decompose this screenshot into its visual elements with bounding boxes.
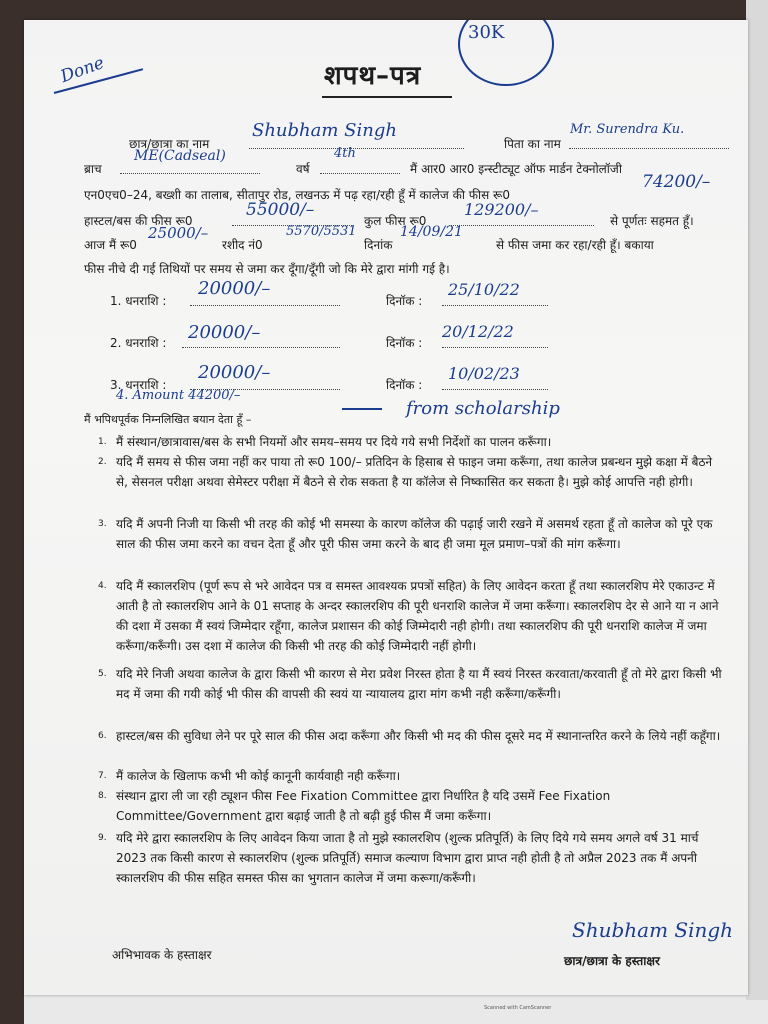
background-edge [0,0,24,1024]
statement-text: यदि मैं स्कालरशिप (पूर्ण रूप से भरे आवेदन पत्र व समस्त आवश्यक प्रपत्रों सहित) के लिए आवेदन करता हूँ तथा स्कालरशिप मेरे एकाउन्ट में आती है तो स्कालरशिप आने के 01 सप्ताह के अन्दर स्कालरशिप की पूरी धनराशि कालेज में जमा करूँगा। स्कालरशिप देर से आने या न आने की दशा में उसका मैं स्वयं जिम्मेदार रहूँगा, कालेज प्रशासन की कोई जिम्मेदारी नही होगी। तथा स्कालरशिप की पूरी धनराशि कालेज में जमा करूँगा/करूँगी। उस दशा में कालेज की किसी भी तरह की कोई जिम्मेदारी नहीं होगी। [116,579,719,653]
statement-4 [98,576,726,656]
date-label: दिनांक [364,238,393,252]
hostel-fee-value: 55000/– [246,200,315,220]
payment-3-date-label: दिनॉक : [386,378,423,392]
hostel-fee-label: हास्टल/बस की फीस रू0 [84,214,193,228]
statement-number: 4. [98,581,107,591]
statement-number: 5. [98,669,107,679]
deposit-text: से फीस जमा कर रहा/रही हूँ। बकाया [496,238,654,252]
payment-2-label: 2. धनराशि : [110,336,167,350]
payment-1-date-label: दिनॉक : [386,294,423,308]
receipt-value: 5570/5531 [286,224,357,239]
stamp-text: 30K [468,22,505,43]
branch-line [120,173,260,174]
title-underline [322,96,452,98]
statement-text: यदि मेरे द्वारा स्कालरशिप के लिए आवेदन किया जाता है तो मुझे स्कालरशिप (शुल्क प्रतिपूर्ति) के लिए दिये गये समय अगले वर्ष 31 मार्च 2023 तक किसी कारण से स्कालरशिप (शुल्क प्रतिपूर्ति) समाज कल्याण विभाग द्वारा प्राप्त नही होती है तो अप्रैल 2023 तक मैं अपनी स्कालरशिप की फीस सहित समस्त फीस का भुगतान कालेज में जमा करूगा/करूँगी। [116,831,699,885]
paid-amount-value: 25000/– [148,224,209,242]
statement-text: यदि मैं अपनी निजी या किसी भी तरह की कोई भी समस्या के कारण कॉलेज की पढ़ाई जारी रखने में असमर्थ रहता हूँ तो कालेज को पूरे एक साल की फीस जमा करने का वचन देता हूँ और पूरी फीस जमा करने के बाद ही जमा मूल प्रमाण–पत्रों की मांग करूँगा। [116,517,713,551]
payment-2-date: 20/12/22 [442,322,514,341]
institute-text: मैं आर0 आर0 इन्स्टीट्यूट ऑफ मार्डन टेक्नोलॉजी [410,162,622,176]
statement-number: 2. [98,457,107,467]
payment-3-date: 10/02/23 [448,364,520,383]
statement-text: हास्टल/बस की सुविधा लेने पर पूरे साल की फीस अदा करूँगा और किसी भी मद की फीस दूसरे मद में स्थानान्तरित करने के लिये नहीं कहूँगा। [116,729,721,743]
statement-text: संस्थान द्वारा ली जा रही ट्यूशन फीस Fee Fixation Committee द्वारा निर्धारित है यदि उसमें Fee Fixation Committee/Government द्वारा बढ़ाई जाती है तो बढ़ी हुई फीस मैं जमा करूँगा। [116,789,611,823]
year-line [320,173,400,174]
name-line [249,148,464,149]
year-label: वर्ष [296,162,310,176]
statement-6 [98,726,726,746]
statement-text: मैं संस्थान/छात्रावास/बस के सभी नियमों और समय–समय पर दिये गये सभी निर्देशों का पालन करूँगा। [116,435,552,449]
father-name-value: Mr. Surendra Ku. [570,122,685,137]
payment-3-label: 3. धनराशि : [110,378,167,392]
page-title: शपथ–पत्र [324,61,422,91]
total-fee-value: 129200/– [464,200,539,219]
background-surface [0,0,768,22]
year-value: 4th [334,146,356,161]
student-signature: Shubham Singh [572,918,734,942]
student-name-value: Shubham Singh [252,120,397,141]
statement-number: 8. [98,791,107,801]
guardian-signature-label: अभिभावक के हस्ताक्षर [112,948,212,962]
payment-2-line [182,347,340,348]
total-fee-line [449,225,594,226]
address-text: एन0एच0–24, बख्शी का तालाब, सीतापुर रोड, लखनऊ में पढ़ रहा/रही हूँ में कालेज की फीस रू0 [84,188,511,202]
affidavit-document [24,20,748,995]
date-value: 14/09/21 [400,224,463,240]
payment-1-date-line [442,305,548,306]
branch-value: ME(Cadseal) [134,148,226,164]
scholarship-note: from scholarship [406,398,560,419]
payment-2-date-label: दिनॉक : [386,336,423,350]
statement-number: 3. [98,519,107,529]
statement-9 [98,828,726,888]
father-line [569,148,729,149]
payment-1-date: 25/10/22 [448,280,520,299]
done-note: Done [57,52,107,88]
receipt-label: रशीद नं0 [222,238,263,252]
payment-2-date-line [442,347,548,348]
college-fee-value: 74200/– [642,172,711,192]
branch-label: ब्राच [84,162,102,176]
statement-text: यदि मैं समय से फीस जमा नहीं कर पाया तो रू0 100/– प्रतिदिन के हिसाब से फाइन जमा करूँगा, तथा कालेज प्रबन्धन मुझे कक्षा में बैठने से, सेसनल परीक्षा अथवा सेमेस्टर परीक्षा में बैठने से रोक सकता है या कॉलेज से निष्कासित कर सकता है। मुझे कोई आपत्ति नही होगी। [116,455,713,489]
oath-intro: मैं भपिथपूर्वक निम्नलिखित बयान देता हूँ – [84,413,252,426]
statement-text: मैं कालेज के खिलाफ कभी भी कोई कानूनी कार्यवाही नही करूँगा। [116,769,401,783]
payment-2-amount: 20000/– [188,322,261,343]
statement-1 [98,432,726,452]
father-label: पिता का नाम [504,137,561,151]
statement-7 [98,766,726,786]
statement-number: 1. [98,437,107,447]
payment-3-date-line [442,389,548,390]
statement-number: 6. [98,731,107,741]
total-fee-label: कुल फीस रू0 [364,214,427,228]
statement-8 [98,786,726,826]
agree-text: से पूर्णतः सहमत हूँ। [610,214,694,228]
payment-3-amount: 20000/– [198,362,271,383]
extra-amount-note: 4. Amount 44200/– [116,388,241,403]
today-label: आज मैं रू0 [84,238,137,252]
schedule-text: फीस नीचे दी गई तिथियों पर समय से जमा कर दूँगा/दूँगी जो कि मेरे द्वारा मांगी गई है। [84,262,450,276]
statement-number: 9. [98,833,107,843]
background-right [746,0,768,1000]
student-signature-label: छात्र/छात्रा के हस्ताक्षर [564,954,660,968]
scanner-watermark: Scanned with CamScanner [484,1005,552,1011]
statement-3 [98,514,726,554]
statement-text: यदि मेरे निजी अथवा कालेज के द्वारा किसी भी कारण से मेरा प्रवेश निरस्त होता है या मैं स्वयं निरस्त करवाता/करवाती हूँ तो मेरे द्वारा किसी भी मद में जमा की गयी कोई भी फीस की वापसी की स्वयं या न्यायालय द्वारा मांग कभी नही करूँगा/करूँगी। [116,667,722,701]
payment-1-amount: 20000/– [198,278,271,299]
statement-number: 7. [98,771,107,781]
statement-5 [98,664,726,704]
note-dash [342,408,382,410]
statement-2 [98,452,726,492]
payment-1-line [190,305,340,306]
name-label: छात्र/छात्रा का नाम [129,137,210,151]
payment-1-label: 1. धनराशि : [110,294,167,308]
